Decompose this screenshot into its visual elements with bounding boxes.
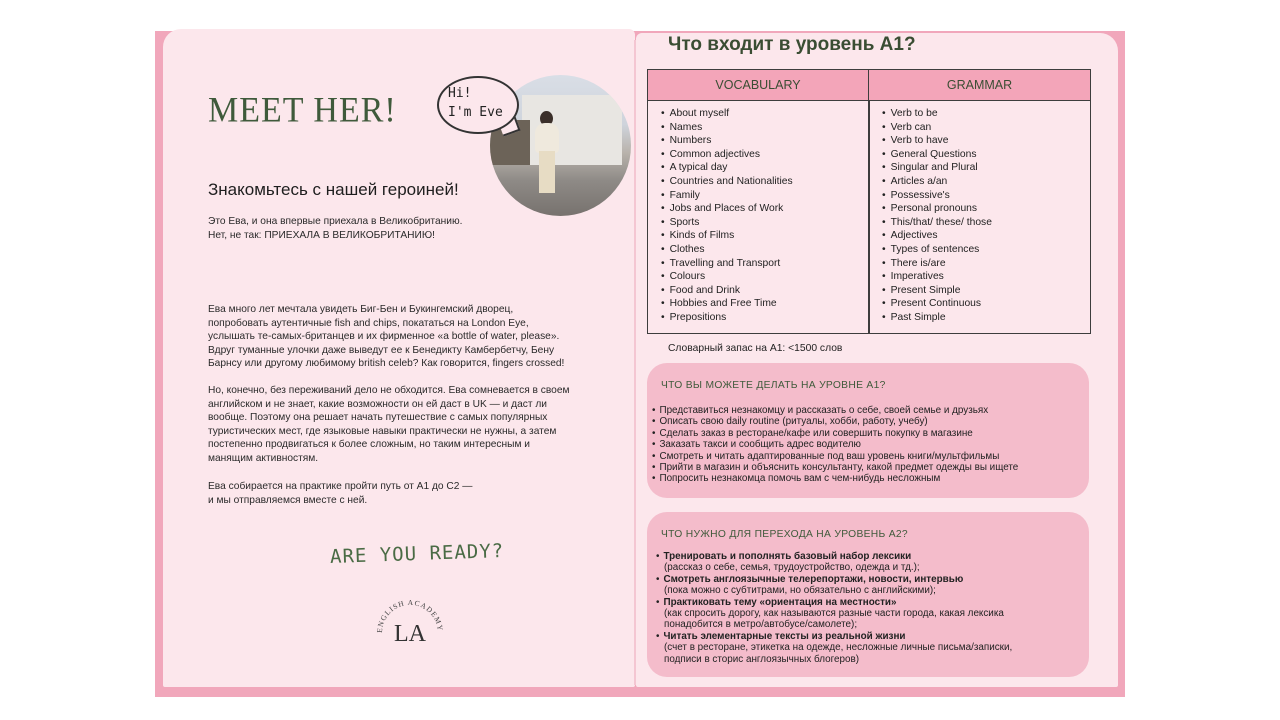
vocabulary-item: • Jobs and Places of Work: [661, 202, 793, 216]
vocabulary-item: • Prepositions: [661, 311, 793, 325]
transition-item: [656, 597, 1012, 631]
book-spine: [634, 40, 636, 685]
vocabulary-item: • About myself: [661, 107, 793, 121]
photo-legs: [539, 151, 555, 193]
transition-item: [656, 631, 1012, 665]
vocabulary-item: • Clothes: [661, 243, 793, 257]
grammar-item: • Verb can: [882, 121, 992, 135]
vocabulary-item: • Travelling and Transport: [661, 257, 793, 271]
photo-person: [535, 123, 559, 153]
table-divider: [868, 100, 870, 333]
transition-item-bold: Смотреть англоязычные телерепортажи, новости, интервью: [663, 573, 964, 585]
skill-item: • Смотреть и читать адаптированные под ваш уровень книги/мультфильмы: [652, 451, 1018, 462]
skill-item: • Попросить незнакомца помочь вам с чем-нибудь несложным: [652, 473, 1018, 484]
grammar-item: • Articles a/an: [882, 175, 992, 189]
transition-item: [656, 551, 1012, 574]
meet-her-title: MEET HER!: [208, 91, 397, 130]
transition-item-note: (как спросить дорогу, как называются разные части города, какая лексика понадобится в метро/автобусе/самолете);: [664, 608, 1004, 631]
skill-item: • Сделать заказ в ресторане/кафе или совершить покупку в магазине: [652, 428, 1018, 439]
grammar-item: • Personal pronouns: [882, 202, 992, 216]
vocabulary-item: • Countries and Nationalities: [661, 175, 793, 189]
vocabulary-item: • Common adjectives: [661, 148, 793, 162]
intro-paragraph: Это Ева, и она впервые приехала в Великобританию. Нет, не так: ПРИЕХАЛА В ВЕЛИКОБРИТАНИЮ!: [208, 216, 463, 241]
vocabulary-item: • Names: [661, 121, 793, 135]
grammar-item: • Adjectives: [882, 229, 992, 243]
a2-transition-list: [656, 551, 1012, 665]
transition-item-note: (пока можно с субтитрами, но обязательно с английскими);: [664, 585, 936, 597]
are-you-ready-text: ARE YOU READY?: [329, 539, 505, 569]
a2-transition-card: [647, 512, 1089, 677]
transition-item: [656, 574, 1012, 597]
vocabulary-header: VOCABULARY: [648, 70, 869, 101]
grammar-item: • Present Continuous: [882, 297, 992, 311]
speech-bubble-text: [448, 84, 512, 122]
skill-item: • Описать свою daily routine (ритуалы, хобби, работу, учебу): [652, 416, 1018, 427]
vocabulary-item: • Colours: [661, 270, 793, 284]
vocabulary-item: • Sports: [661, 216, 793, 230]
transition-item-note: (рассказ о себе, семья, трудоустройство, одежда и тд.);: [664, 562, 920, 574]
grammar-item: • Verb to be: [882, 107, 992, 121]
skill-item: • Представиться незнакомцу и рассказать о себе, своей семье и друзьях: [652, 405, 1018, 416]
skill-item: • Заказать такси и сообщить адрес водителю: [652, 439, 1018, 450]
a2-transition-title: ЧТО НУЖНО ДЛЯ ПЕРЕХОДА НА УРОВЕНЬ А2?: [661, 529, 908, 540]
transition-item-bold: Тренировать и пополнять базовый набор лексики: [663, 551, 912, 562]
grammar-list: [882, 107, 992, 325]
grammar-item: • Past Simple: [882, 311, 992, 325]
transition-item-bold: Читать элементарные тексты из реальной жизни: [663, 630, 906, 642]
grammar-item: • This/that/ these/ those: [882, 216, 992, 230]
story-paragraph-1: Ева много лет мечтала увидеть Биг-Бен и Букингемский дворец, попробовать аутентичные fish and chips, покататься на London Eye, услышать те-самых-британцев и их фирменное «a bottle of water, please». Вдруг туманные улочки даже выведут ее к Бенедикту Камбербетчу, Бену Барнсу или другому любимому british celeb? Как говорится, fingers crossed!: [208, 304, 565, 370]
grammar-item: • Types of sentences: [882, 243, 992, 257]
bubble-line-1: Hi!: [448, 86, 472, 101]
vocabulary-item: • Food and Drink: [661, 284, 793, 298]
logo-ring-text: ENGLISH ACADEMY: [374, 597, 446, 634]
transition-item-bold: Практиковать тему «ориентация на местности»: [663, 596, 897, 608]
level-title: Что входит в уровень A1?: [668, 34, 916, 55]
vocabulary-item: • Numbers: [661, 134, 793, 148]
bubble-line-2: I'm Eve: [448, 105, 503, 120]
english-academy-logo: [372, 595, 448, 671]
grammar-item: • Verb to have: [882, 134, 992, 148]
a1-content-table: [647, 69, 1091, 334]
grammar-item: • General Questions: [882, 148, 992, 162]
grammar-item: • Possessive's: [882, 189, 992, 203]
story-paragraph-2: Но, конечно, без переживаний дело не обходится. Ева сомневается в своем английском и не знает, какие возможности он ей даст в UK — и даст ли вообще. Поэтому она решает начать путешествие с самых популярных туристических мест, где языковые навыки практически не нужны, а затем постепенно продвигаться к более сложным, но таким интересным и манящим активностям.: [208, 385, 570, 464]
story-paragraph-3: Ева собирается на практике пройти путь от А1 до С2 — и мы отправляемся вместе с ней.: [208, 481, 473, 506]
vocabulary-item: • Family: [661, 189, 793, 203]
logo-monogram: LA: [394, 621, 426, 647]
heroine-heading: Знакомьтесь с нашей героиней!: [208, 180, 459, 199]
vocabulary-item: • Hobbies and Free Time: [661, 297, 793, 311]
a1-skills-card: [647, 363, 1089, 498]
grammar-item: • Singular and Plural: [882, 161, 992, 175]
transition-item-note: (счет в ресторане, этикетка на одежде, несложные личные письма/записки, подписи в сторис англоязычных блогеров): [664, 642, 1013, 665]
vocabulary-item: • A typical day: [661, 161, 793, 175]
a1-skills-title: ЧТО ВЫ МОЖЕТЕ ДЕЛАТЬ НА УРОВНЕ А1?: [661, 380, 886, 391]
skill-item: • Прийти в магазин и объяснить консультанту, какой предмет одежды вы ищете: [652, 462, 1018, 473]
vocabulary-size-note: Словарный запас на A1: <1500 слов: [668, 343, 843, 354]
vocabulary-list: [661, 107, 793, 325]
grammar-header: GRAMMAR: [869, 70, 1090, 101]
vocabulary-item: • Kinds of Films: [661, 229, 793, 243]
grammar-item: • Present Simple: [882, 284, 992, 298]
grammar-item: • Imperatives: [882, 270, 992, 284]
grammar-item: • There is/are: [882, 257, 992, 271]
a1-skills-list: [652, 405, 1018, 485]
